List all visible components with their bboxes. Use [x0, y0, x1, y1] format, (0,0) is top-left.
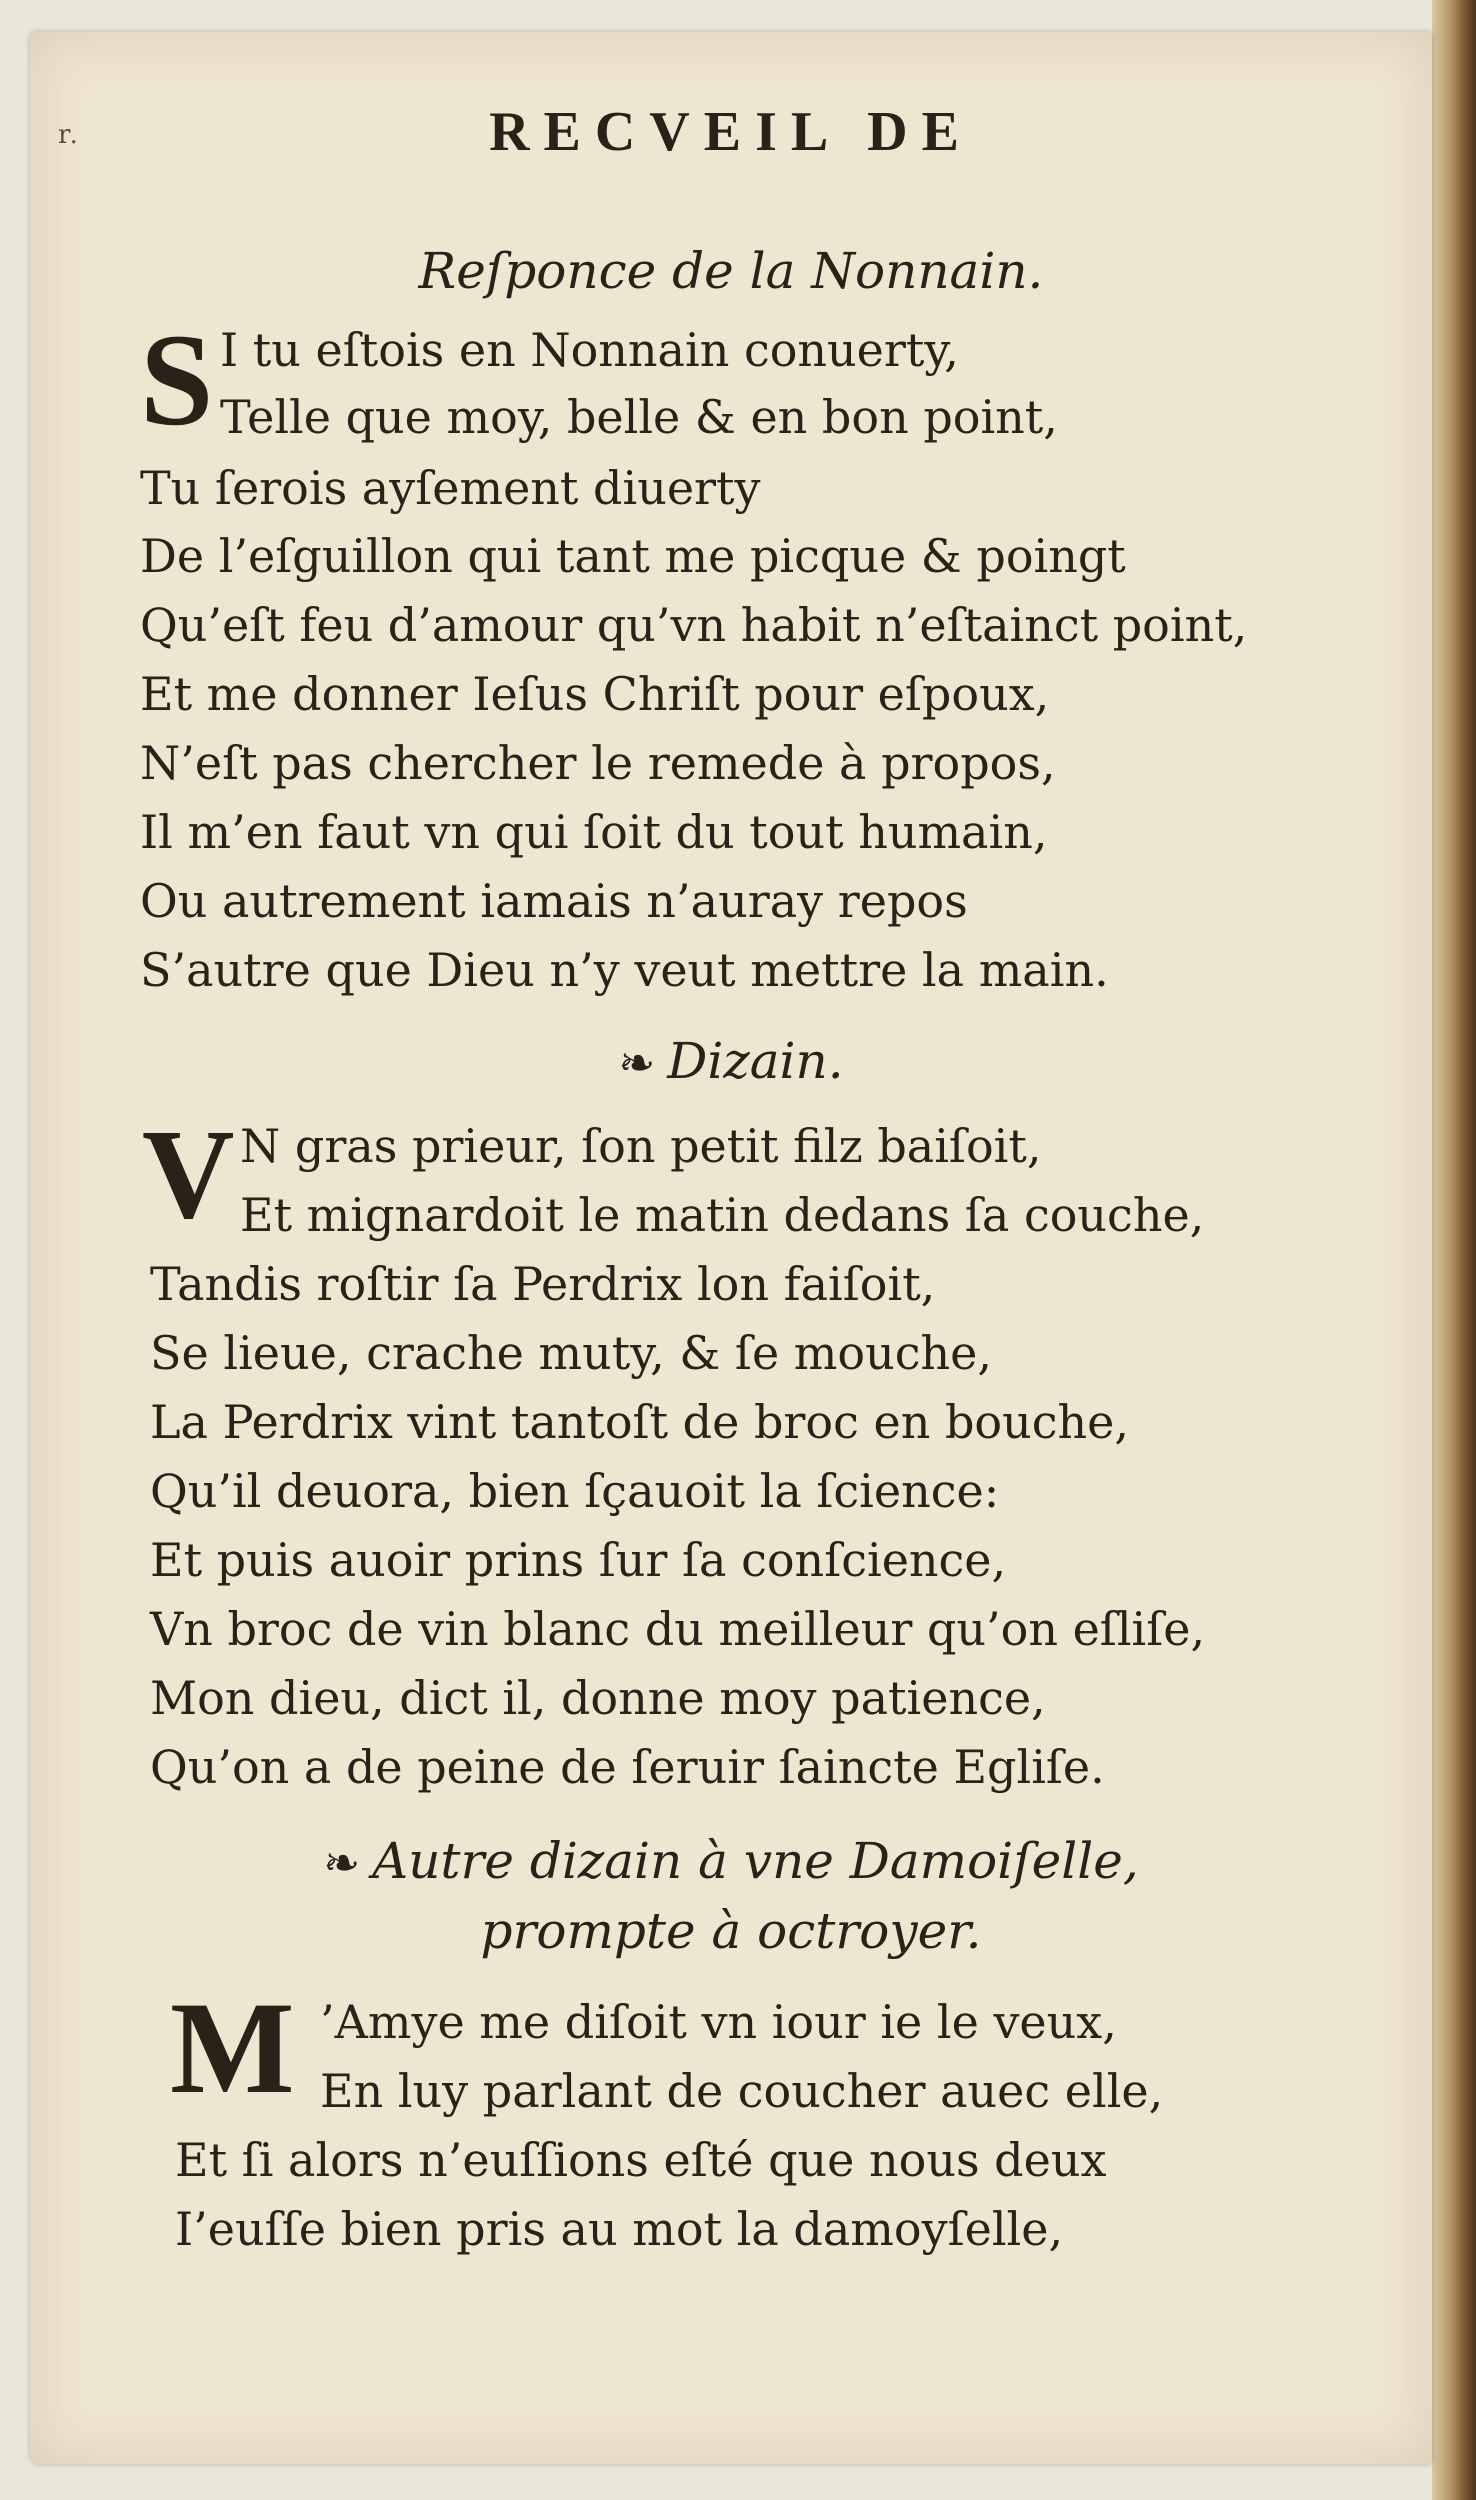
poem-heading-responce: Reſponce de la Nonnain. — [418, 242, 1044, 300]
verse-line: N gras prieur, ſon petit filz baiſoit, — [240, 1119, 1042, 1173]
drop-cap-v: V — [142, 1103, 235, 1245]
verse-line: Il m’en faut vn qui ſoit du tout humain, — [140, 805, 1048, 859]
verse-line: Mon dieu, dict il, donne moy patience, — [150, 1671, 1046, 1725]
verse-line: Et ſi alors n’euſſions eſté que nous deux — [175, 2133, 1107, 2187]
verse-line: I tu eſtois en Nonnain conuerty, — [220, 323, 959, 377]
margin-mark: r. — [58, 120, 80, 150]
verse-line: Telle que moy, belle & en bon point, — [220, 390, 1058, 444]
drop-cap-m: M — [170, 1974, 295, 2121]
verse-line: Tu ſerois ayſement diuerty — [140, 461, 761, 515]
book-spine-edge — [1432, 0, 1476, 2500]
verse-line: Vn broc de vin blanc du meilleur qu’on eſliſe, — [150, 1602, 1206, 1656]
verse-line: Qu’on a de peine de ſeruir ſaincte Egliſe. — [150, 1740, 1105, 1794]
verse-line: I’euſſe bien pris au mot la damoyſelle, — [175, 2202, 1064, 2256]
verse-line: De l’eſguillon qui tant me picque & poingt — [140, 529, 1126, 583]
drop-cap-s: S — [140, 306, 214, 453]
verse-line: Se lieue, crache muty, & ſe mouche, — [150, 1326, 992, 1380]
verse-line: Et puis auoir prins ſur ſa conſcience, — [150, 1533, 1007, 1587]
verse-line: En luy parlant de coucher auec elle, — [320, 2064, 1164, 2118]
poem-heading-dizain — [30, 1032, 1432, 1090]
verse-line: La Perdrix vint tantoſt de broc en bouche, — [150, 1395, 1129, 1449]
poem-heading-autre-dizain-line2: prompte à octroyer. — [480, 1902, 982, 1960]
verse-line: N’eſt pas chercher le remede à propos, — [140, 736, 1056, 790]
fleuron-ornament-icon: ❧ — [618, 1038, 656, 1089]
verse-line: Tandis roſtir ſa Perdrix lon faiſoit, — [150, 1257, 936, 1311]
page-text-block — [30, 32, 1432, 2464]
verse-line: Qu’eſt feu d’amour qu’vn habit n’eſtainct point, — [140, 598, 1248, 652]
running-head: RECVEIL DE — [489, 101, 973, 163]
verse-line: Et me donner Ieſus Chriſt pour eſpoux, — [140, 667, 1050, 721]
poem-heading-dizain-text: Dizain. — [667, 1032, 844, 1090]
verse-line: Qu’il deuora, bien ſçauoit la ſcience: — [150, 1464, 1000, 1518]
poem-heading-autre-dizain — [30, 1832, 1432, 1890]
fleuron-ornament-icon: ❧ — [323, 1838, 361, 1889]
verse-line: Et mignardoit le matin dedans ſa couche, — [240, 1188, 1205, 1242]
verse-line: ’Amye me diſoit vn iour ie le veux, — [320, 1995, 1117, 2049]
poem-heading-autre-dizain-line1: Autre dizain à vne Damoiſelle, — [372, 1832, 1139, 1890]
verse-line: S’autre que Dieu n’y veut mettre la main. — [140, 943, 1109, 997]
verse-line: Ou autrement iamais n’auray repos — [140, 874, 968, 928]
paper-page — [30, 32, 1432, 2464]
